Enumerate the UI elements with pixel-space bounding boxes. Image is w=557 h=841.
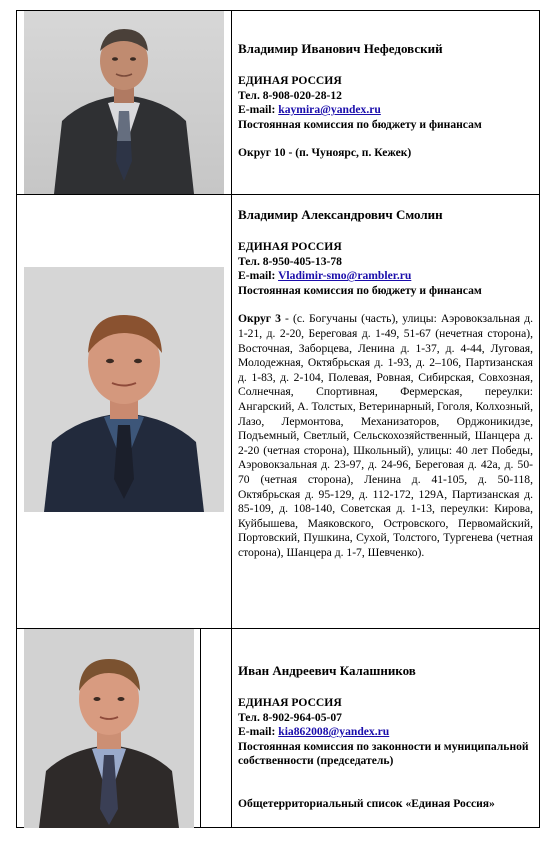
deputy-name: Владимир Иванович Нефедовский (238, 41, 443, 56)
deputy-name: Владимир Александрович Смолин (238, 207, 443, 222)
district-number: Округ 3 (238, 312, 281, 326)
district: Общетерриториальный список «Единая Россия» (238, 796, 495, 810)
phone-number: Тел. 8-908-020-28-12 (238, 88, 342, 102)
party-label: ЕДИНАЯ РОССИЯ (238, 696, 342, 709)
deputy-row-3 (17, 629, 539, 828)
deputy-name: Иван Андреевич Калашников (238, 663, 416, 678)
email-line (238, 269, 533, 284)
email-label: E-mail: (238, 269, 276, 283)
deputy-photo-2 (24, 267, 224, 512)
email-line (238, 103, 533, 118)
email-link[interactable]: Vladimir-smo@rambler.ru (278, 269, 412, 283)
deputy-info-2 (238, 207, 533, 560)
party-label: ЕДИНАЯ РОССИЯ (238, 74, 342, 87)
email-link[interactable]: kia862008@yandex.ru (278, 725, 390, 739)
committee: Постоянная комиссия по бюджету и финансам (238, 283, 482, 297)
committee: Постоянная комиссия по бюджету и финансам (238, 117, 482, 131)
email-label: E-mail: (238, 103, 276, 117)
district: Округ 10 - (п. Чуноярc, п. Кежек) (238, 146, 412, 160)
committee: Постоянная комиссия по законности и муниципальной собственности (председатель) (238, 739, 529, 768)
deputy-photo-3 (24, 629, 194, 828)
deputies-table (16, 10, 540, 828)
party-label: ЕДИНАЯ РОССИЯ (238, 240, 342, 253)
deputy-info-3 (238, 663, 533, 812)
phone-number: Тел. 8-902-964-05-07 (238, 710, 342, 724)
deputy-row-1 (17, 11, 539, 195)
email-line (238, 725, 533, 740)
email-label: E-mail: (238, 725, 276, 739)
deputy-row-2 (17, 195, 539, 629)
column-divider (231, 195, 232, 628)
phone-number: Тел. 8-950-405-13-78 (238, 254, 342, 268)
district (238, 312, 533, 560)
email-link[interactable]: kaymira@yandex.ru (278, 103, 381, 117)
column-divider (231, 629, 232, 828)
district-streets: - (с. Богучаны (часть), улицы: Аэровокзальная д. 1-21, д. 2-20, Береговая д. 1-49, 51-67 (нечетная сторона), Восточная, Заборцева, Ленина д. 1-37, д. 4-44, Луговая, Молодежная, Октябрьская д. 1-93, д. 2–106, Партизанская д. 1-83, д. 2-104, Полевая, Ровная, Сибирская, Совхозная, Солнечная, Спортивная, Фермерская, переулки: Ангарский, А. Толстых, Ветеринарный, Гоголя, Колхозный, Лазо, Лермонтова, Механизаторов, Орджоникидзе, Подъемный, Светлый, Сельскохозяйственный, Шанцера д. 2-20 (четная сторона), Школьный), улицы: 40 лет Победы, Аэровокзальная д. 23-97, д. 24-96, Береговая д. 42а, д. 50-70 (четная сторона), Ленина д. 41-105, д. 50-118, Октябрьская д. 95-129, д. 112-172, 129А, Партизанская д. 85-109, д. 108-140, Советская д. 1-13, переулки: Кирова, Куйбышева, Маяковского, Островского, Первомайский, Портовский, Пушкина, Сухой, Толстого, Тургенева (четная сторона), Шанцера д. 1-7, Шевченко). (238, 312, 533, 559)
column-divider (231, 11, 232, 194)
column-divider (200, 629, 201, 828)
deputy-info-1 (238, 41, 533, 161)
deputy-photo-1 (24, 11, 224, 194)
